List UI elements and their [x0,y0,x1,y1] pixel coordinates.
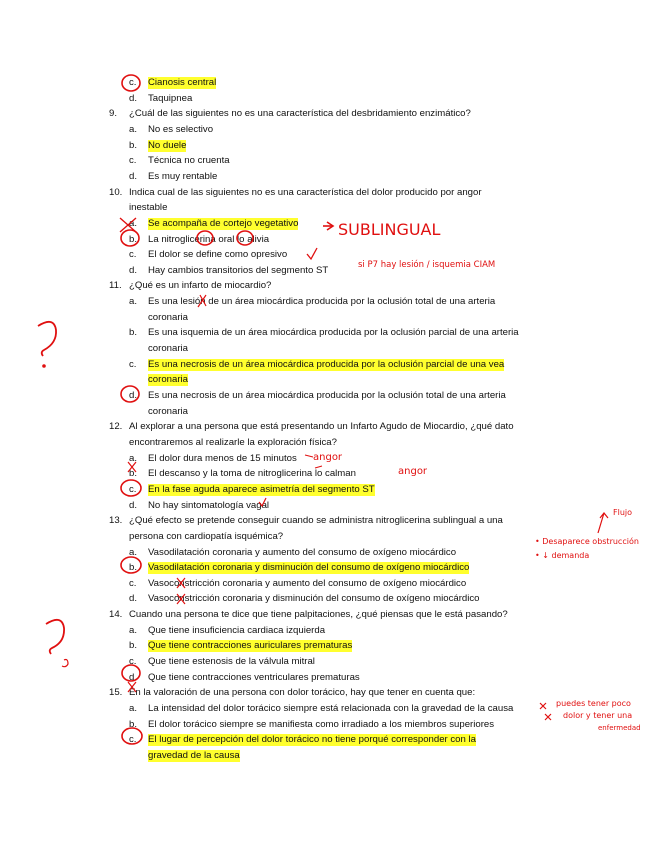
line-text: No hay sintomatología vagal [148,499,270,511]
line-text: La intensidad del dolor torácico siempre está relacionada con la gravedad de la causa [148,703,514,714]
annotation-q15-3: enfermedad [598,724,641,732]
option-letter: c. [129,249,137,261]
line-text: persona con cardiopatía isquémica? [129,530,284,542]
line-text: ¿Qué es un infarto de miocardio? [129,280,272,292]
option-letter: d. [129,170,138,182]
option-letter: c. [129,483,137,495]
option-letter: d. [129,593,138,605]
line-text: Taquipnea [148,92,193,104]
annotation-q15-1: puedes tener poco [556,699,631,708]
line-text: inestable [129,202,168,214]
option-letter: b. [129,139,138,151]
line-text: Al explorar a una persona que está presentando un Infarto Agudo de Miocardio, ¿qué dato [129,421,514,433]
line-text: Técnica no cruenta [148,155,230,167]
line-text: coronaria [148,311,188,323]
line-text: Indica cual de las siguientes no es una característica del dolor producido por angor [129,186,482,198]
option-letter: a. [129,546,138,558]
option-letter: d. [129,390,138,401]
line-text: El dolor dura menos de 15 minutos [148,452,297,464]
line-text: El lugar de percepción del dolor torácico no tiene porqué corresponder con la [148,734,476,746]
line-text: Vasodilatación coronaria y aumento del consumo de oxígeno miocárdico [148,546,457,558]
question-number: 15. [109,687,123,699]
option-letter: a. [129,123,138,135]
line-text: El dolor se define como opresivo [148,249,288,261]
line-text: coronaria [148,343,188,355]
annotation-sublingual: SUBLINGUAL [338,220,441,239]
option-letter: c. [129,358,137,370]
option-letter: d. [129,499,138,511]
line-text: Es una isquemia de un área miocárdica producida por la oclusión parcial de una arteria [148,327,519,339]
option-letter: a. [129,296,138,308]
line-text: En la valoración de una persona con dolor torácico, hay que tener en cuenta que: [129,687,476,699]
line-text: No es selectivo [148,123,214,135]
option-letter: a. [129,452,138,464]
option-letter: b. [129,327,138,339]
option-letter: d. [129,92,138,104]
line-text: La nitroglicerina oral lo alivia [148,233,270,245]
line-text: ¿Qué efecto se pretende conseguir cuando se administra nitroglicerina sublingual a una [129,515,503,527]
option-letter: b. [129,640,138,652]
question-number: 12. [109,421,123,433]
option-letter: c. [129,656,137,668]
line-text: coronaria [148,405,188,417]
line-text: Hay cambios transitorios del segmento ST [148,264,329,276]
line-text: Que tiene contracciones ventriculares prematuras [148,671,360,683]
annotation-angor-a: angor [313,452,343,463]
option-letter: c. [129,577,137,589]
question-number: 14. [109,609,123,621]
annotation-nitro-1: • Desaparece obstrucción [535,537,639,546]
option-letter: c. [129,77,137,88]
line-text: ¿Cuál de las siguientes no es una característica del desbridamiento enzimático? [129,108,471,120]
option-letter: b. [129,233,138,245]
line-text: coronaria [148,374,188,386]
line-text: encontraremos al realizarle la exploración física? [129,436,337,448]
option-letter: d. [129,671,138,683]
annotation-nitro-flujo: Flujo [613,508,633,517]
question-number: 11. [109,280,122,292]
line-text: Es una lesión de un área miocárdica producida por la oclusión total de una arteria [148,296,496,308]
line-text: gravedad de la causa [148,749,240,761]
line-text: Se acompaña de cortejo vegetativo [148,217,299,229]
option-letter: b. [129,468,138,480]
option-letter: b. [129,562,138,574]
line-text: Que tiene contracciones auriculares prematuras [148,640,353,652]
line-text: Vasodilatación coronaria y disminución del consumo de oxígeno miocárdico [148,562,470,574]
option-letter: c. [129,155,137,167]
option-letter: d. [129,264,138,276]
line-text: El dolor torácico siempre se manifiesta como irradiado a los miembros superiores [148,718,495,730]
option-letter: a. [129,703,138,714]
option-letter: a. [129,217,138,229]
line-text: Vasoconstricción coronaria y disminución del consumo de oxígeno miocárdico [148,593,480,605]
annotation-nitro-2: • ↓ demanda [535,551,590,560]
line-text: Cuando una persona te dice que tiene palpitaciones, ¿qué piensas que le está pasando? [129,609,508,621]
line-text: En la fase aguda aparece asimetría del segmento ST [148,483,375,495]
line-text: Es muy rentable [148,170,218,182]
annotation-angor-b: angor [398,466,428,477]
question-number: 10. [109,186,123,198]
option-letter: c. [129,734,137,746]
line-text: El descanso y la toma de nitroglicerina lo calman [148,468,356,480]
line-text: Vasoconstricción coronaria y aumento del consumo de oxígeno miocárdico [148,577,467,589]
question-number: 9. [109,108,118,120]
line-text: Que tiene insuficiencia cardiaca izquierda [148,624,326,636]
line-text: Que tiene estenosis de la válvula mitral [148,656,315,668]
option-letter: a. [129,624,138,636]
line-text: Cianosis central [148,77,217,88]
line-text: Es una necrosis de un área miocárdica producida por la oclusión total de una arteria [148,390,506,401]
line-text: No duele [148,139,187,151]
annotation-q15-2: dolor y tener una [563,711,633,720]
annotation-st: si P7 hay lesión / isquemia CIAM [358,260,496,270]
option-letter: b. [129,718,138,730]
question-number: 13. [109,515,123,527]
line-text: Es una necrosis de un área miocárdica producida por la oclusión parcial de una vea [148,358,505,370]
